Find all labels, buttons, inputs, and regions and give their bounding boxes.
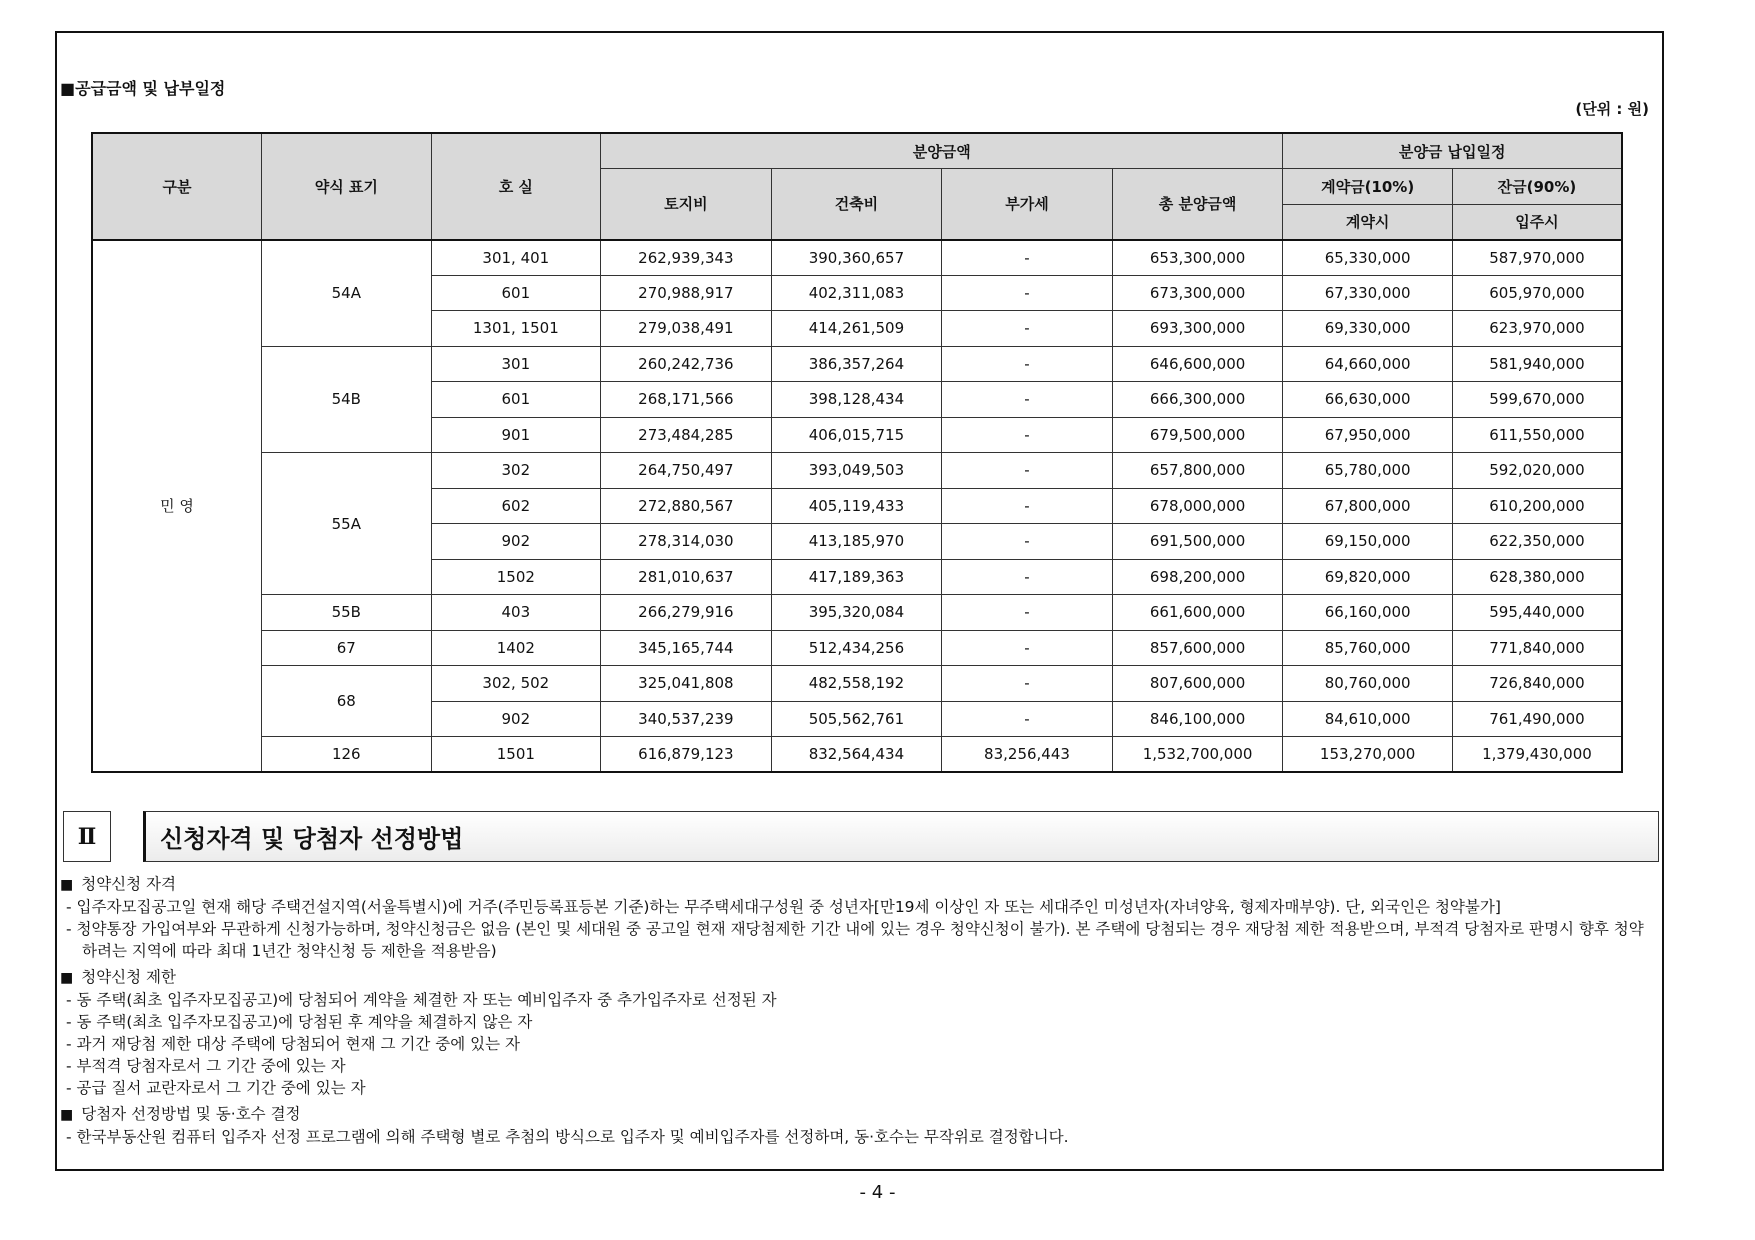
header-price-group: 분양금액 xyxy=(601,133,1283,169)
balance-cell: 771,840,000 xyxy=(1452,630,1622,666)
header-deposit-when: 계약시 xyxy=(1283,204,1453,240)
land-cell: 340,537,239 xyxy=(601,701,772,737)
header-land: 토지비 xyxy=(601,169,772,240)
header-balance-when: 입주시 xyxy=(1452,204,1622,240)
table-row xyxy=(92,240,1622,276)
section-title: ■공급금액 및 납부일정 xyxy=(60,79,226,98)
body-heading xyxy=(60,873,1650,896)
deposit-cell: 65,780,000 xyxy=(1283,453,1453,489)
balance-cell: 761,490,000 xyxy=(1452,701,1622,737)
land-cell: 260,242,736 xyxy=(601,346,772,382)
building-cell: 482,558,192 xyxy=(771,666,942,702)
vat-cell: - xyxy=(942,275,1113,311)
body-heading xyxy=(60,1103,1650,1126)
vat-cell: - xyxy=(942,488,1113,524)
balance-cell: 581,940,000 xyxy=(1452,346,1622,382)
price-table-body xyxy=(92,240,1622,773)
land-cell: 272,880,567 xyxy=(601,488,772,524)
balance-cell: 610,200,000 xyxy=(1452,488,1622,524)
body-list-item: - 동 주택(최초 입주자모집공고)에 당첨된 후 계약을 체결하지 않은 자 xyxy=(66,1013,533,1031)
vat-cell: - xyxy=(942,630,1113,666)
vat-cell: - xyxy=(942,346,1113,382)
building-cell: 402,311,083 xyxy=(771,275,942,311)
body-list-item: - 청약통장 가입여부와 무관하게 신청가능하며, 청약신청금은 없음 (본인 및 세대원 중 공고일 현재 재당첨제한 기간 내에 있는 경우 청약신청이 불가). 본 주택에 당첨되는 경우 재당첨 제한 적용받으며, 부적격 당첨자로 판명시 향후 청약하려는 지역에 따라 최대 1년간 청약신청 등 제한을 적용받음) xyxy=(66,920,1644,960)
unit-cell: 301, 401 xyxy=(431,240,601,276)
total-cell: 646,600,000 xyxy=(1112,346,1283,382)
square-bullet-icon: ■ xyxy=(60,877,74,893)
type-cell: 126 xyxy=(262,737,432,773)
deposit-cell: 69,330,000 xyxy=(1283,311,1453,347)
deposit-cell: 153,270,000 xyxy=(1283,737,1453,773)
page-number: - 4 - xyxy=(859,1182,896,1203)
body-list-item: - 부적격 당첨자로서 그 기간 중에 있는 자 xyxy=(66,1057,346,1075)
building-cell: 406,015,715 xyxy=(771,417,942,453)
total-cell: 653,300,000 xyxy=(1112,240,1283,276)
vat-cell: 83,256,443 xyxy=(942,737,1113,773)
unit-cell: 403 xyxy=(431,595,601,631)
unit-cell: 1402 xyxy=(431,630,601,666)
type-cell: 67 xyxy=(262,630,432,666)
building-cell: 393,049,503 xyxy=(771,453,942,489)
header-total: 총 분양금액 xyxy=(1112,169,1283,240)
deposit-cell: 85,760,000 xyxy=(1283,630,1453,666)
deposit-cell: 69,820,000 xyxy=(1283,559,1453,595)
total-cell: 857,600,000 xyxy=(1112,630,1283,666)
balance-cell: 726,840,000 xyxy=(1452,666,1622,702)
building-cell: 386,357,264 xyxy=(771,346,942,382)
building-cell: 395,320,084 xyxy=(771,595,942,631)
balance-cell: 587,970,000 xyxy=(1452,240,1622,276)
deposit-cell: 64,660,000 xyxy=(1283,346,1453,382)
balance-cell: 628,380,000 xyxy=(1452,559,1622,595)
body-heading-text: 청약신청 자격 xyxy=(81,875,176,893)
unit-cell: 302, 502 xyxy=(431,666,601,702)
deposit-cell: 80,760,000 xyxy=(1283,666,1453,702)
section-2-title: 신청자격 및 당첨자 선정방법 xyxy=(143,811,1659,862)
body-list-item: - 동 주택(최초 입주자모집공고)에 당첨되어 계약을 체결한 자 또는 예비입주자 중 추가입주자로 선정된 자 xyxy=(66,991,777,1009)
vat-cell: - xyxy=(942,701,1113,737)
balance-cell: 592,020,000 xyxy=(1452,453,1622,489)
type-cell: 54A xyxy=(262,240,432,347)
building-cell: 390,360,657 xyxy=(771,240,942,276)
header-schedule-group: 분양금 납입일정 xyxy=(1283,133,1622,169)
type-cell: 54B xyxy=(262,346,432,453)
vat-cell: - xyxy=(942,666,1113,702)
total-cell: 679,500,000 xyxy=(1112,417,1283,453)
deposit-cell: 66,160,000 xyxy=(1283,595,1453,631)
deposit-cell: 84,610,000 xyxy=(1283,701,1453,737)
building-cell: 505,562,761 xyxy=(771,701,942,737)
building-cell: 512,434,256 xyxy=(771,630,942,666)
total-cell: 698,200,000 xyxy=(1112,559,1283,595)
body-list-item: - 과거 재당첨 제한 대상 주택에 당첨되어 현재 그 기간 중에 있는 자 xyxy=(66,1035,521,1053)
section-number: Ⅱ xyxy=(63,811,111,862)
total-cell: 807,600,000 xyxy=(1112,666,1283,702)
total-cell: 678,000,000 xyxy=(1112,488,1283,524)
vat-cell: - xyxy=(942,453,1113,489)
vat-cell: - xyxy=(942,382,1113,418)
unit-cell: 602 xyxy=(431,488,601,524)
header-building: 건축비 xyxy=(771,169,942,240)
price-table xyxy=(91,132,1623,773)
table-row xyxy=(92,595,1622,631)
table-row xyxy=(92,346,1622,382)
type-cell: 68 xyxy=(262,666,432,737)
body-list-item: - 한국부동산원 컴퓨터 입주자 선정 프로그램에 의해 주택형 별로 추첨의 방식으로 입주자 및 예비입주자를 선정하며, 동·호수는 무작위로 결정합니다. xyxy=(66,1128,1069,1146)
building-cell: 417,189,363 xyxy=(771,559,942,595)
unit-cell: 901 xyxy=(431,417,601,453)
building-cell: 832,564,434 xyxy=(771,737,942,773)
total-cell: 657,800,000 xyxy=(1112,453,1283,489)
land-cell: 262,939,343 xyxy=(601,240,772,276)
balance-cell: 1,379,430,000 xyxy=(1452,737,1622,773)
deposit-cell: 65,330,000 xyxy=(1283,240,1453,276)
land-cell: 279,038,491 xyxy=(601,311,772,347)
deposit-cell: 69,150,000 xyxy=(1283,524,1453,560)
balance-cell: 605,970,000 xyxy=(1452,275,1622,311)
balance-cell: 611,550,000 xyxy=(1452,417,1622,453)
building-cell: 405,119,433 xyxy=(771,488,942,524)
vat-cell: - xyxy=(942,595,1113,631)
header-vat: 부가세 xyxy=(942,169,1113,240)
total-cell: 846,100,000 xyxy=(1112,701,1283,737)
table-row xyxy=(92,737,1622,773)
total-cell: 673,300,000 xyxy=(1112,275,1283,311)
square-bullet-icon: ■ xyxy=(60,1107,74,1123)
vat-cell: - xyxy=(942,311,1113,347)
balance-cell: 623,970,000 xyxy=(1452,311,1622,347)
header-deposit: 계약금(10%) xyxy=(1283,169,1453,205)
type-cell: 55B xyxy=(262,595,432,631)
land-cell: 266,279,916 xyxy=(601,595,772,631)
land-cell: 325,041,808 xyxy=(601,666,772,702)
building-cell: 413,185,970 xyxy=(771,524,942,560)
land-cell: 616,879,123 xyxy=(601,737,772,773)
body-heading xyxy=(60,966,1650,989)
unit-cell: 1502 xyxy=(431,559,601,595)
deposit-cell: 67,950,000 xyxy=(1283,417,1453,453)
body-list-item: - 공급 질서 교란자로서 그 기간 중에 있는 자 xyxy=(66,1079,366,1097)
building-cell: 398,128,434 xyxy=(771,382,942,418)
unit-cell: 1301, 1501 xyxy=(431,311,601,347)
type-cell: 55A xyxy=(262,453,432,595)
body-heading-text: 청약신청 제한 xyxy=(81,968,176,986)
header-unit-no: 호 실 xyxy=(431,133,601,240)
vat-cell: - xyxy=(942,559,1113,595)
header-type-abbr: 약식 표기 xyxy=(262,133,432,240)
total-cell: 661,600,000 xyxy=(1112,595,1283,631)
unit-cell: 601 xyxy=(431,382,601,418)
balance-cell: 599,670,000 xyxy=(1452,382,1622,418)
vat-cell: - xyxy=(942,417,1113,453)
land-cell: 281,010,637 xyxy=(601,559,772,595)
table-row xyxy=(92,453,1622,489)
unit-cell: 902 xyxy=(431,701,601,737)
section-2-bar xyxy=(63,811,1659,862)
unit-label: (단위 : 원) xyxy=(1575,100,1649,118)
unit-cell: 601 xyxy=(431,275,601,311)
unit-cell: 902 xyxy=(431,524,601,560)
vat-cell: - xyxy=(942,240,1113,276)
unit-cell: 301 xyxy=(431,346,601,382)
deposit-cell: 66,630,000 xyxy=(1283,382,1453,418)
header-category: 구분 xyxy=(92,133,262,240)
balance-cell: 622,350,000 xyxy=(1452,524,1622,560)
unit-cell: 1501 xyxy=(431,737,601,773)
square-bullet-icon: ■ xyxy=(60,970,74,986)
land-cell: 264,750,497 xyxy=(601,453,772,489)
body-list-item: - 입주자모집공고일 현재 해당 주택건설지역(서울특별시)에 거주(주민등록표등본 기준)하는 무주택세대구성원 중 성년자[만19세 이상인 자 또는 세대주인 미성년자(자녀양육, 형제자매부양). 단, 외국인은 청약불가] xyxy=(66,898,1501,916)
land-cell: 345,165,744 xyxy=(601,630,772,666)
unit-cell: 302 xyxy=(431,453,601,489)
category-cell: 민 영 xyxy=(92,240,262,773)
deposit-cell: 67,330,000 xyxy=(1283,275,1453,311)
table-row xyxy=(92,630,1622,666)
land-cell: 268,171,566 xyxy=(601,382,772,418)
building-cell: 414,261,509 xyxy=(771,311,942,347)
balance-cell: 595,440,000 xyxy=(1452,595,1622,631)
header-balance: 잔금(90%) xyxy=(1452,169,1622,205)
body-heading-text: 당첨자 선정방법 및 동·호수 결정 xyxy=(81,1105,301,1123)
eligibility-text xyxy=(60,873,1650,1148)
table-row xyxy=(92,666,1622,702)
total-cell: 691,500,000 xyxy=(1112,524,1283,560)
total-cell: 666,300,000 xyxy=(1112,382,1283,418)
land-cell: 278,314,030 xyxy=(601,524,772,560)
land-cell: 273,484,285 xyxy=(601,417,772,453)
total-cell: 693,300,000 xyxy=(1112,311,1283,347)
vat-cell: - xyxy=(942,524,1113,560)
land-cell: 270,988,917 xyxy=(601,275,772,311)
total-cell: 1,532,700,000 xyxy=(1112,737,1283,773)
deposit-cell: 67,800,000 xyxy=(1283,488,1453,524)
